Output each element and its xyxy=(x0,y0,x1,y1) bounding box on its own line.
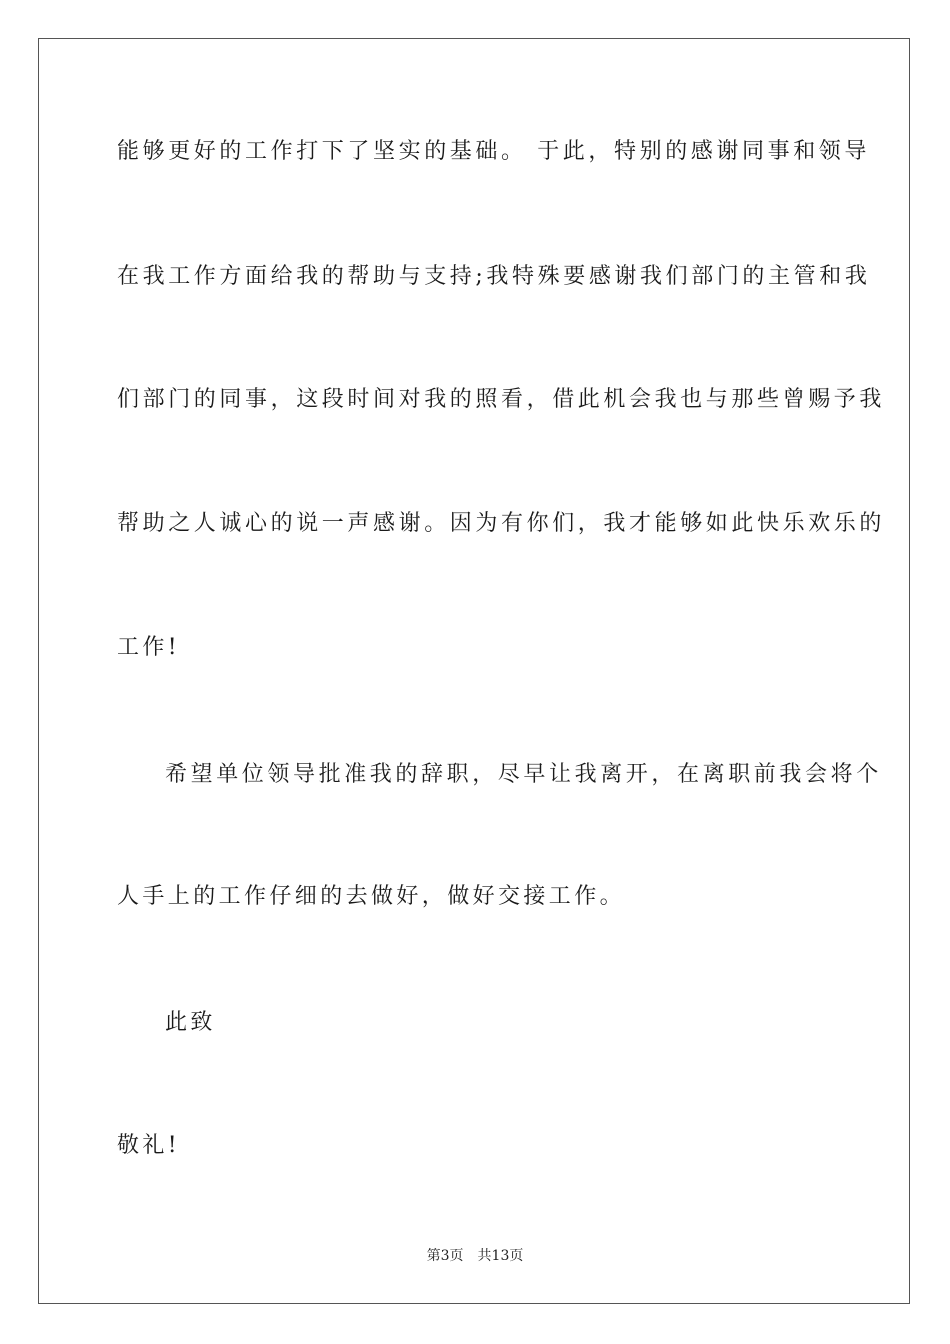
body-line-2: 在我工作方面给我的帮助与支持;我特殊要感谢我们部门的主管和我 xyxy=(117,264,871,289)
closing-salutation: 此致 xyxy=(165,1010,216,1035)
page-border xyxy=(38,38,910,1304)
body-line-5: 工作! xyxy=(117,635,181,660)
body-line-3: 们部门的同事，这段时间对我的照看，借此机会我也与那些曾赐予我 xyxy=(117,387,886,412)
body-line-7: 人手上的工作仔细的去做好，做好交接工作。 xyxy=(117,884,626,909)
body-line-6: 希望单位领导批准我的辞职，尽早让我离开，在离职前我会将个 xyxy=(165,762,882,787)
body-line-4: 帮助之人诚心的说一声感谢。因为有你们，我才能够如此快乐欢乐的 xyxy=(117,511,886,536)
page-total: 共13页 xyxy=(477,1248,524,1264)
page-footer xyxy=(0,1246,950,1266)
closing-regards: 敬礼! xyxy=(117,1133,181,1158)
body-line-1: 能够更好的工作打下了坚实的基础。 于此，特别的感谢同事和领导 xyxy=(117,139,870,164)
page-number: 第3页 xyxy=(426,1248,464,1264)
